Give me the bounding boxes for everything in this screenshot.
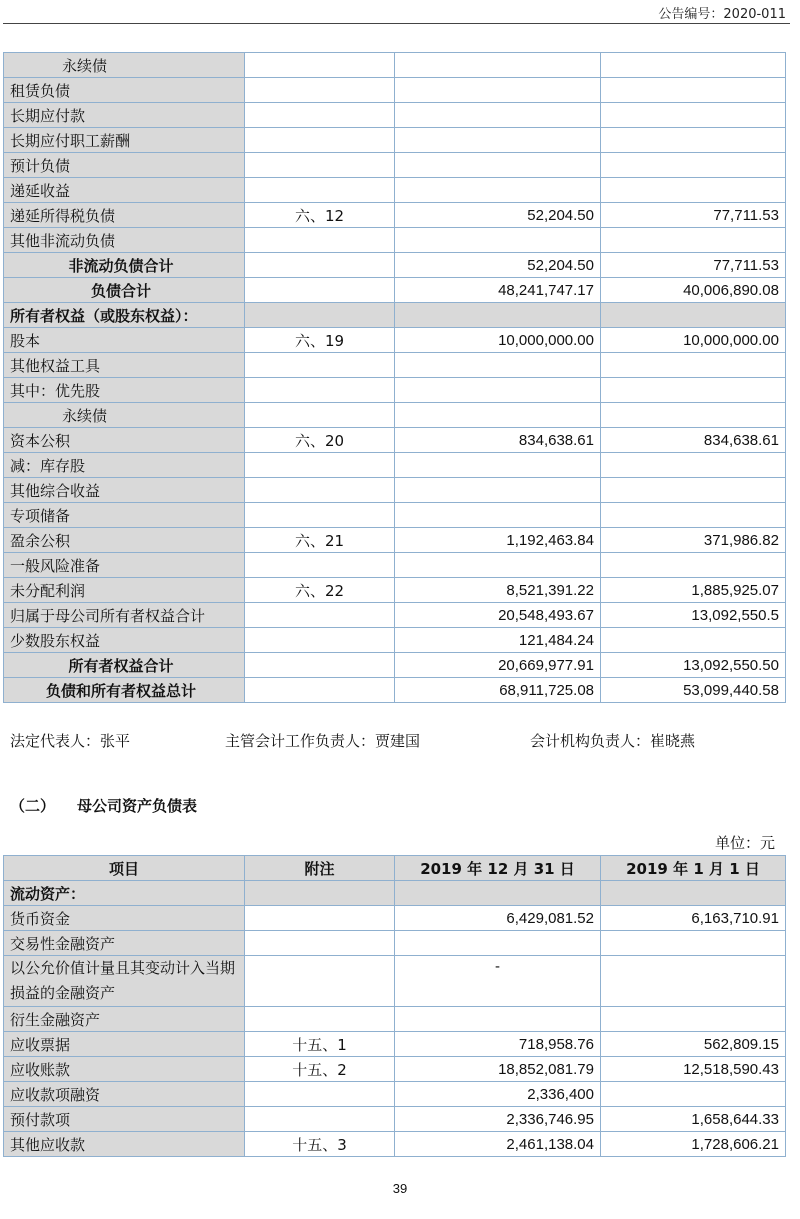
row-current-value: 68,911,725.08 [395, 678, 601, 703]
row-current-value: 718,958.76 [395, 1032, 601, 1057]
row-current-value [395, 503, 601, 528]
row-current-value [395, 303, 601, 328]
row-note [245, 653, 395, 678]
row-note [245, 278, 395, 303]
row-current-value [395, 78, 601, 103]
section-title: 母公司资产负债表 [77, 797, 198, 815]
row-item: 应收账款 [4, 1057, 245, 1082]
row-prior-value: 13,092,550.5 [601, 603, 786, 628]
row-note: 六、19 [245, 328, 395, 353]
row-item: 流动资产： [4, 881, 245, 906]
header-divider [3, 23, 790, 24]
row-current-value: 2,336,746.95 [395, 1107, 601, 1132]
row-prior-value [601, 353, 786, 378]
row-prior-value [601, 228, 786, 253]
accounting-org-head: 会计机构负责人：崔晓燕 [530, 732, 696, 750]
row-current-value: 10,000,000.00 [395, 328, 601, 353]
row-item: 资本公积 [4, 428, 245, 453]
row-item: 其他权益工具 [4, 353, 245, 378]
row-prior-value [601, 403, 786, 428]
table-row [4, 103, 786, 128]
row-item: 衍生金融资产 [4, 1007, 245, 1032]
row-note: 十五、2 [245, 1057, 395, 1082]
row-item: 应收款项融资 [4, 1082, 245, 1107]
table-row-total [4, 678, 786, 703]
row-item: 减：库存股 [4, 453, 245, 478]
row-prior-value [601, 453, 786, 478]
row-prior-value [601, 503, 786, 528]
row-note: 六、20 [245, 428, 395, 453]
table-row [4, 203, 786, 228]
row-prior-value [601, 553, 786, 578]
row-item: 租赁负债 [4, 78, 245, 103]
row-item: 其他应收款 [4, 1132, 245, 1157]
table-row [4, 553, 786, 578]
row-note [245, 881, 395, 906]
column-header-note: 附注 [245, 856, 395, 881]
row-note [245, 178, 395, 203]
row-prior-value: 562,809.15 [601, 1032, 786, 1057]
table-row-subtotal [4, 253, 786, 278]
row-note [245, 353, 395, 378]
table-row [4, 378, 786, 403]
table-row [4, 153, 786, 178]
row-note [245, 303, 395, 328]
row-current-value: 6,429,081.52 [395, 906, 601, 931]
row-item: 递延所得税负债 [4, 203, 245, 228]
row-note [245, 128, 395, 153]
row-note [245, 931, 395, 956]
row-prior-value [601, 478, 786, 503]
row-current-value [395, 153, 601, 178]
row-prior-value: 1,728,606.21 [601, 1132, 786, 1157]
row-prior-value [601, 931, 786, 956]
row-prior-value: 1,885,925.07 [601, 578, 786, 603]
row-prior-value: 77,711.53 [601, 203, 786, 228]
consolidated-balance-sheet-table [3, 52, 786, 703]
row-item: 归属于母公司所有者权益合计 [4, 603, 245, 628]
table-row [4, 578, 786, 603]
row-item: 长期应付款 [4, 103, 245, 128]
row-current-value [395, 178, 601, 203]
row-item: 递延收益 [4, 178, 245, 203]
row-prior-value: 834,638.61 [601, 428, 786, 453]
row-note [245, 478, 395, 503]
row-current-value [395, 378, 601, 403]
table-row [4, 906, 786, 931]
table-row [4, 228, 786, 253]
row-note [245, 1082, 395, 1107]
row-item: 交易性金融资产 [4, 931, 245, 956]
row-item: 预付款项 [4, 1107, 245, 1132]
row-item: 长期应付职工薪酬 [4, 128, 245, 153]
row-prior-value: 1,658,644.33 [601, 1107, 786, 1132]
table-row [4, 628, 786, 653]
row-current-value: 834,638.61 [395, 428, 601, 453]
row-item: 一般风险准备 [4, 553, 245, 578]
table-row [4, 53, 786, 78]
row-current-value [395, 931, 601, 956]
legal-representative: 法定代表人：张平 [10, 732, 131, 750]
row-prior-value: 6,163,710.91 [601, 906, 786, 931]
row-note [245, 78, 395, 103]
row-note [245, 453, 395, 478]
page-number: 39 [392, 1181, 408, 1196]
row-item: 未分配利润 [4, 578, 245, 603]
row-item: 非流动负债合计 [4, 253, 245, 278]
row-prior-value: 10,000,000.00 [601, 328, 786, 353]
row-note [245, 103, 395, 128]
row-current-value: 2,461,138.04 [395, 1132, 601, 1157]
row-current-value: 52,204.50 [395, 203, 601, 228]
row-item: 其他综合收益 [4, 478, 245, 503]
row-note [245, 906, 395, 931]
table-row-subtotal [4, 653, 786, 678]
row-item: 负债和所有者权益总计 [4, 678, 245, 703]
row-note [245, 1107, 395, 1132]
row-prior-value [601, 1082, 786, 1107]
row-item: 永续债 [4, 403, 245, 428]
row-prior-value: 13,092,550.50 [601, 653, 786, 678]
table-row-section [4, 881, 786, 906]
row-item: 其中：优先股 [4, 378, 245, 403]
row-note: 六、22 [245, 578, 395, 603]
row-current-value [395, 478, 601, 503]
row-current-value: 20,669,977.91 [395, 653, 601, 678]
signature-line [10, 730, 790, 752]
row-current-value [395, 103, 601, 128]
row-item: 股本 [4, 328, 245, 353]
row-item: 货币资金 [4, 906, 245, 931]
row-prior-value [601, 378, 786, 403]
row-current-value [395, 53, 601, 78]
table-row-subtotal [4, 278, 786, 303]
row-current-value [395, 1007, 601, 1032]
row-note [245, 378, 395, 403]
table-row [4, 128, 786, 153]
table-row [4, 503, 786, 528]
table-row [4, 1107, 786, 1132]
row-current-value [395, 553, 601, 578]
row-note [245, 53, 395, 78]
table-row [4, 428, 786, 453]
row-prior-value [601, 53, 786, 78]
table-row [4, 78, 786, 103]
row-prior-value [601, 1007, 786, 1032]
row-prior-value: 40,006,890.08 [601, 278, 786, 303]
row-item: 应收票据 [4, 1032, 245, 1057]
row-item: 预计负债 [4, 153, 245, 178]
announcement-code: 公告编号：2020-011 [658, 7, 786, 22]
table-row [4, 1082, 786, 1107]
table-row [4, 328, 786, 353]
row-note: 十五、3 [245, 1132, 395, 1157]
row-note [245, 503, 395, 528]
row-current-value: 1,192,463.84 [395, 528, 601, 553]
table-row [4, 1132, 786, 1157]
row-current-value: 2,336,400 [395, 1082, 601, 1107]
row-prior-value: 53,099,440.58 [601, 678, 786, 703]
row-prior-value: 12,518,590.43 [601, 1057, 786, 1082]
table-row [4, 528, 786, 553]
row-prior-value [601, 628, 786, 653]
row-note [245, 153, 395, 178]
row-prior-value: 371,986.82 [601, 528, 786, 553]
row-current-value: 52,204.50 [395, 253, 601, 278]
row-item: 永续债 [4, 53, 245, 78]
row-note [245, 228, 395, 253]
row-current-value [395, 453, 601, 478]
column-header-item: 项目 [4, 856, 245, 881]
row-note [245, 403, 395, 428]
row-prior-value [601, 78, 786, 103]
row-current-value: - [395, 956, 601, 1007]
row-item: 所有者权益（或股东权益）： [4, 303, 245, 328]
table-header-row [4, 856, 786, 881]
row-note [245, 1007, 395, 1032]
row-item: 专项储备 [4, 503, 245, 528]
row-current-value [395, 403, 601, 428]
row-current-value [395, 128, 601, 153]
table-row [4, 1032, 786, 1057]
row-item: 所有者权益合计 [4, 653, 245, 678]
table-row [4, 1057, 786, 1082]
row-item: 盈余公积 [4, 528, 245, 553]
row-note: 六、21 [245, 528, 395, 553]
row-note: 十五、1 [245, 1032, 395, 1057]
row-prior-value [601, 103, 786, 128]
row-current-value [395, 353, 601, 378]
row-prior-value: 77,711.53 [601, 253, 786, 278]
row-note [245, 628, 395, 653]
row-note [245, 253, 395, 278]
row-note: 六、12 [245, 203, 395, 228]
row-current-value: 121,484.24 [395, 628, 601, 653]
row-current-value: 8,521,391.22 [395, 578, 601, 603]
row-current-value: 48,241,747.17 [395, 278, 601, 303]
accounting-head: 主管会计工作负责人：贾建国 [225, 732, 421, 750]
row-item: 少数股东权益 [4, 628, 245, 653]
table-row-section [4, 303, 786, 328]
row-prior-value [601, 128, 786, 153]
row-prior-value [601, 178, 786, 203]
row-current-value [395, 881, 601, 906]
row-current-value: 18,852,081.79 [395, 1057, 601, 1082]
table-row [4, 931, 786, 956]
row-item: 其他非流动负债 [4, 228, 245, 253]
row-item: 以公允价值计量且其变动计入当期损益的金融资产 [4, 956, 245, 1007]
row-prior-value [601, 956, 786, 1007]
row-note [245, 956, 395, 1007]
row-prior-value [601, 303, 786, 328]
table-row [4, 178, 786, 203]
row-note [245, 603, 395, 628]
row-current-value [395, 228, 601, 253]
row-current-value: 20,548,493.67 [395, 603, 601, 628]
column-header-prior: 2019 年 1 月 1 日 [601, 856, 786, 881]
table-row [4, 403, 786, 428]
table-row [4, 353, 786, 378]
section-number: （二） [10, 797, 56, 815]
row-note [245, 553, 395, 578]
table-row [4, 956, 786, 1007]
parent-balance-sheet-table [3, 855, 786, 1157]
row-prior-value [601, 153, 786, 178]
table-row [4, 478, 786, 503]
table-row [4, 453, 786, 478]
unit-label: 单位：元 [714, 834, 775, 852]
row-prior-value [601, 881, 786, 906]
table-row [4, 603, 786, 628]
table-row [4, 1007, 786, 1032]
row-note [245, 678, 395, 703]
row-item: 负债合计 [4, 278, 245, 303]
column-header-current: 2019 年 12 月 31 日 [395, 856, 601, 881]
